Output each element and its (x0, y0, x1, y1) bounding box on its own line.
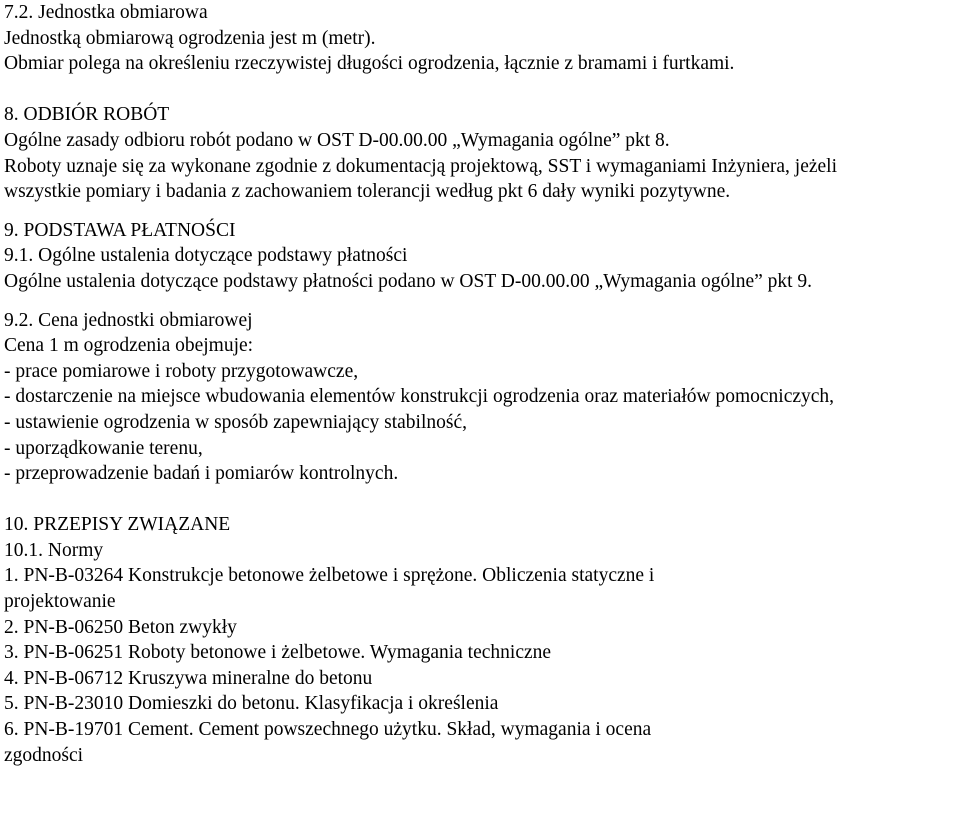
section-7-2 (4, 0, 960, 77)
standard-item: 6. PN-B-19701 Cement. Cement powszechnego użytku. Skład, wymagania i ocena (4, 719, 652, 741)
paragraph-line: Cena 1 m ogrodzenia obejmuje: (4, 335, 254, 357)
list-item: - prace pomiarowe i roboty przygotowawcze, (4, 360, 359, 382)
paragraph-line: wszystkie pomiary i badania z zachowaniem tolerancji według pkt 6 dały wyniki pozytywne. (4, 181, 731, 203)
list-item: - ustawienie ogrodzenia w sposób zapewniający stabilność, (4, 411, 467, 433)
standard-item: zgodności (4, 744, 84, 766)
standard-item: 2. PN-B-06250 Beton zwykły (4, 616, 237, 638)
paragraph-line: Ogólne ustalenia dotyczące podstawy płatności podano w OST D-00.00.00 „Wymagania ogólne” pkt 9. (4, 270, 813, 292)
paragraph-line: Obmiar polega na określeniu rzeczywistej długości ogrodzenia, łącznie z bramami i furtkami. (4, 53, 735, 75)
standard-item: 5. PN-B-23010 Domieszki do betonu. Klasyfikacja i określenia (4, 693, 499, 715)
subsection-heading: 10.1. Normy (4, 539, 104, 561)
section-9 (4, 218, 960, 487)
spacer (4, 487, 960, 513)
section-10 (4, 512, 960, 768)
section-heading: 10. PRZEPISY ZWIĄZANE (4, 514, 231, 536)
standard-item: 4. PN-B-06712 Kruszywa mineralne do betonu (4, 667, 373, 689)
section-8 (4, 102, 960, 204)
standard-item: projektowanie (4, 591, 116, 613)
paragraph-line: Roboty uznaje się za wykonane zgodnie z dokumentacją projektową, SST i wymaganiami Inżyniera, jeżeli (4, 155, 837, 177)
subsection-heading: 9.1. Ogólne ustalenia dotyczące podstawy płatności (4, 245, 408, 267)
list-item: - dostarczenie na miejsce wbudowania elementów konstrukcji ogrodzenia oraz materiałów pomocniczych, (4, 386, 835, 408)
paragraph-line: Jednostką obmiarową ogrodzenia jest m (metr). (4, 27, 376, 49)
spacer (4, 295, 960, 308)
list-item: - uporządkowanie terenu, (4, 437, 203, 459)
standard-item: 3. PN-B-06251 Roboty betonowe i żelbetowe. Wymagania techniczne (4, 642, 552, 664)
spacer (4, 205, 960, 218)
subsection-heading: 9.2. Cena jednostki obmiarowej (4, 309, 253, 331)
standard-item: 1. PN-B-03264 Konstrukcje betonowe żelbetowe i sprężone. Obliczenia statyczne i (4, 565, 655, 587)
section-heading: 7.2. Jednostka obmiarowa (4, 2, 208, 23)
paragraph-line: Ogólne zasady odbioru robót podano w OST D-00.00.00 „Wymagania ogólne” pkt 8. (4, 129, 670, 151)
section-heading: 8. ODBIÓR ROBÓT (4, 104, 170, 126)
list-item: - przeprowadzenie badań i pomiarów kontrolnych. (4, 463, 399, 485)
spacer (4, 77, 960, 103)
section-heading: 9. PODSTAWA PŁATNOŚCI (4, 219, 236, 241)
